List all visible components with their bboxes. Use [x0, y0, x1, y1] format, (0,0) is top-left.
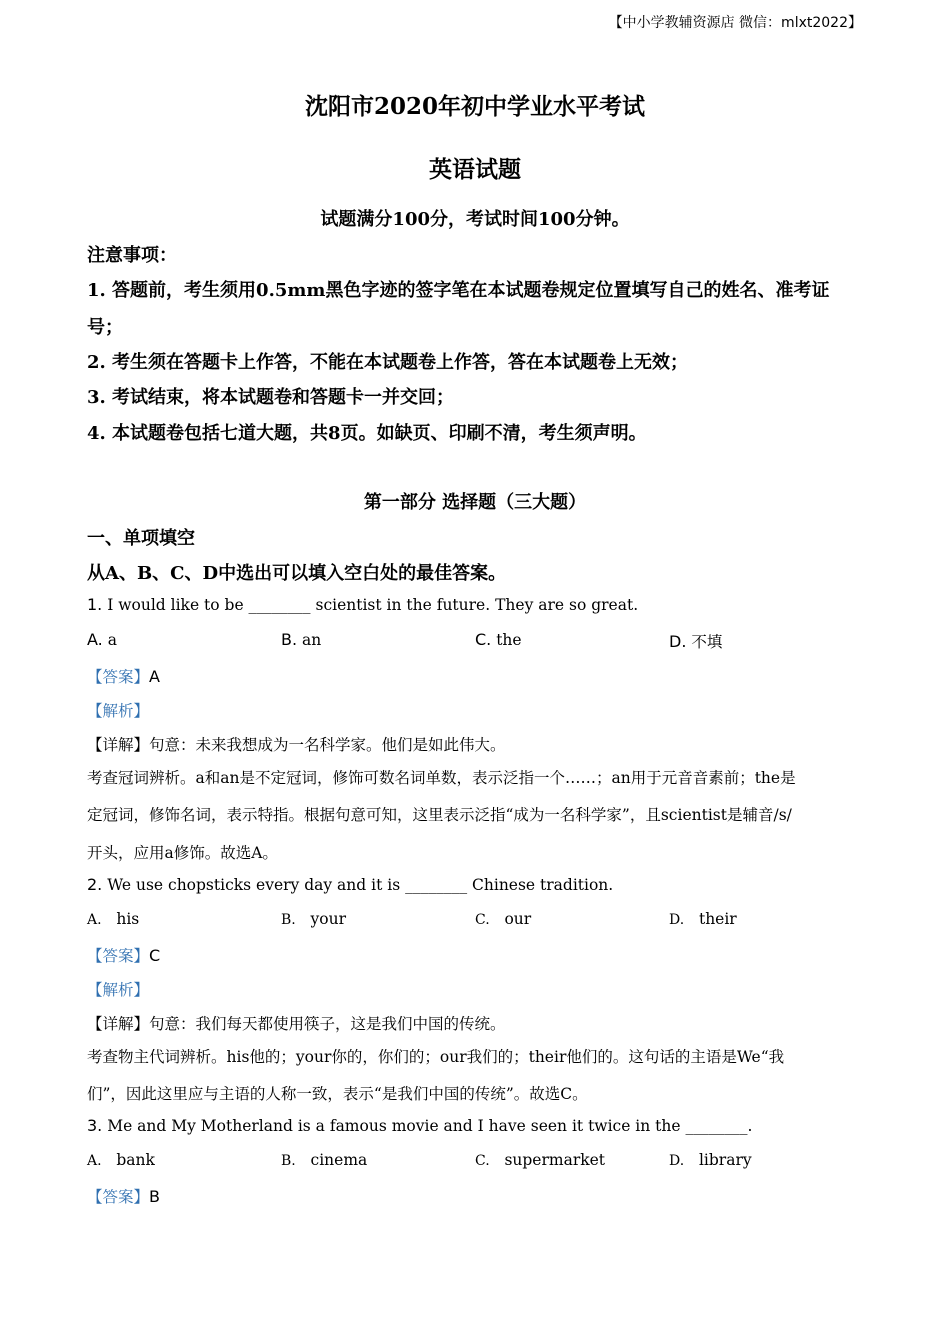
- answer-value: B: [149, 1187, 160, 1206]
- option-letter: B.: [281, 630, 298, 649]
- option-text: supermarket: [504, 1151, 606, 1169]
- option-c: [475, 910, 531, 928]
- page-title: 沈阳市2020年初中学业水平考试: [304, 93, 645, 120]
- question-number: 3.: [87, 1116, 103, 1135]
- answer-value: A: [149, 667, 160, 686]
- option-letter: C.: [475, 1153, 490, 1169]
- option-text: an: [302, 631, 322, 649]
- explanation-line: 定冠词，修饰名词，表示特指。根据句意可知，这里表示泛指“成为一名科学家”，且scientist是辅音/s/: [87, 806, 792, 824]
- explanation-line: 考查物主代词辨析。his他的；your你的，你们的；our我们的；their他们的。这句话的主语是We“我: [87, 1048, 785, 1066]
- detail-label: 【详解】: [87, 1015, 150, 1033]
- detail-line: [87, 733, 506, 755]
- question-number: 1.: [87, 595, 103, 614]
- option-a: [87, 1151, 155, 1169]
- option-letter: C.: [475, 912, 490, 928]
- option-text: your: [310, 910, 347, 928]
- part1-heading: 第一部分 选择题（三大题）: [363, 492, 587, 513]
- detail-text: 句意：未来我想成为一名科学家。他们是如此伟大。: [149, 736, 506, 754]
- note-item: 号；: [87, 317, 123, 338]
- explanation-line: 考查冠词辨析。a和an是不定冠词，修饰可数名词单数，表示泛指一个……；an用于元音音素前；the是: [87, 769, 796, 787]
- explanation-line: 们”，因此这里应与主语的人称一致，表示“是我们中国的传统”。故选C。: [87, 1085, 588, 1103]
- analysis-label: 【解析】: [87, 981, 150, 999]
- option-letter: C.: [475, 630, 492, 649]
- option-text: library: [698, 1151, 752, 1169]
- option-letter: A.: [87, 1153, 102, 1169]
- option-text: their: [698, 910, 737, 928]
- question-text: We use chopsticks every day and it is ________ Chinese tradition.: [107, 876, 614, 894]
- option-letter: B.: [281, 912, 296, 928]
- option-letter: D.: [669, 1153, 685, 1169]
- option-text: bank: [116, 1151, 155, 1169]
- question-1: [87, 595, 638, 614]
- option-letter: A.: [87, 630, 103, 649]
- option-d: [669, 910, 737, 928]
- option-text: our: [504, 910, 532, 928]
- option-d: [669, 630, 722, 652]
- option-letter: D.: [669, 912, 685, 928]
- option-text: cinema: [310, 1151, 368, 1169]
- section-instruction: 从A、B、C、D中选出可以填入空白处的最佳答案。: [87, 563, 507, 584]
- option-b: [281, 630, 321, 649]
- option-text: a: [107, 631, 117, 649]
- detail-label: 【详解】: [87, 736, 150, 754]
- question-text: Me and My Motherland is a famous movie and I have seen it twice in the ________.: [107, 1117, 753, 1135]
- option-letter: A.: [87, 912, 102, 928]
- note-item: 1. 答题前，考生须用0.5mm黑色字迹的签字笔在本试题卷规定位置填写自己的姓名、准考证: [87, 280, 830, 301]
- option-text: the: [496, 631, 522, 649]
- note-item: 2. 考生须在答题卡上作答，不能在本试题卷上作答，答在本试题卷上无效；: [87, 352, 689, 373]
- option-c: [475, 1151, 605, 1169]
- answer-line: [87, 944, 160, 966]
- question-text: I would like to be ________ scientist in the future. They are so great.: [107, 596, 639, 614]
- note-item: 3. 考试结束，将本试题卷和答题卡一并交回；: [87, 387, 455, 408]
- option-letter: D.: [669, 632, 687, 651]
- option-b: [281, 1151, 367, 1169]
- answer-value: C: [149, 946, 161, 965]
- option-a: [87, 630, 117, 649]
- page-subtitle: 英语试题: [429, 156, 521, 183]
- question-3: [87, 1116, 752, 1135]
- question-2: [87, 875, 613, 894]
- explanation-line: 开头，应用a修饰。故选A。: [87, 844, 278, 862]
- option-text: 不填: [691, 633, 723, 651]
- detail-text: 句意：我们每天都使用筷子，这是我们中国的传统。: [149, 1015, 506, 1033]
- header-tag: 【中小学教辅资源店 微信：mlxt2022】: [608, 15, 862, 31]
- analysis-label: 【解析】: [87, 702, 150, 720]
- answer-label: 【答案】: [87, 668, 150, 686]
- note-item: 4. 本试题卷包括七道大题，共8页。如缺页、印刷不清，考生须声明。: [87, 423, 647, 444]
- option-c: [475, 630, 522, 649]
- exam-info: 试题满分100分，考试时间100分钟。: [320, 209, 630, 230]
- option-letter: B.: [281, 1153, 296, 1169]
- answer-label: 【答案】: [87, 1188, 150, 1206]
- detail-line: [87, 1012, 506, 1034]
- answer-label: 【答案】: [87, 947, 150, 965]
- option-d: [669, 1151, 752, 1169]
- answer-line: [87, 1185, 160, 1207]
- question-number: 2.: [87, 875, 103, 894]
- section-heading: 一、单项填空: [87, 528, 195, 549]
- notes-heading: 注意事项：: [87, 245, 177, 266]
- option-b: [281, 910, 346, 928]
- option-a: [87, 910, 139, 928]
- option-text: his: [116, 910, 140, 928]
- answer-line: [87, 665, 160, 687]
